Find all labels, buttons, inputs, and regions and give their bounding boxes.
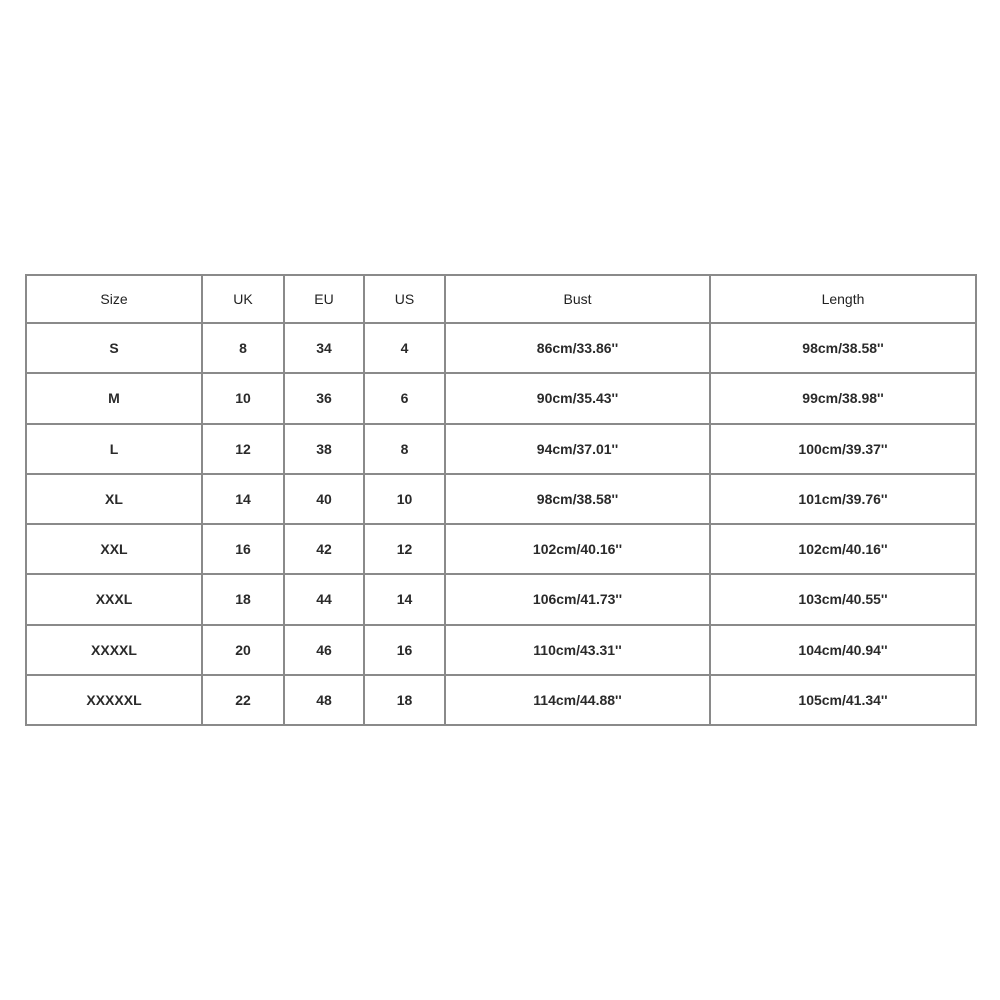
cell-length: 104cm/40.94'' (710, 625, 976, 675)
cell-bust: 106cm/41.73'' (445, 574, 710, 624)
cell-bust: 110cm/43.31'' (445, 625, 710, 675)
cell-length: 98cm/38.58'' (710, 323, 976, 373)
cell-uk: 20 (202, 625, 284, 675)
cell-bust: 90cm/35.43'' (445, 373, 710, 423)
cell-eu: 40 (284, 474, 364, 524)
cell-eu: 36 (284, 373, 364, 423)
cell-us: 6 (364, 373, 445, 423)
cell-bust: 98cm/38.58'' (445, 474, 710, 524)
cell-size: XL (26, 474, 202, 524)
cell-eu: 46 (284, 625, 364, 675)
cell-us: 14 (364, 574, 445, 624)
cell-uk: 8 (202, 323, 284, 373)
table-row (26, 474, 976, 524)
cell-eu: 38 (284, 424, 364, 474)
cell-bust: 114cm/44.88'' (445, 675, 710, 725)
cell-size: L (26, 424, 202, 474)
cell-size: XXL (26, 524, 202, 574)
size-chart-table (25, 274, 977, 726)
cell-uk: 12 (202, 424, 284, 474)
cell-us: 8 (364, 424, 445, 474)
cell-length: 102cm/40.16'' (710, 524, 976, 574)
cell-size: M (26, 373, 202, 423)
cell-length: 99cm/38.98'' (710, 373, 976, 423)
cell-size: XXXXXL (26, 675, 202, 725)
cell-us: 10 (364, 474, 445, 524)
cell-us: 4 (364, 323, 445, 373)
table-row (26, 424, 976, 474)
cell-eu: 48 (284, 675, 364, 725)
cell-bust: 94cm/37.01'' (445, 424, 710, 474)
header-row (26, 275, 976, 323)
cell-size: S (26, 323, 202, 373)
cell-length: 105cm/41.34'' (710, 675, 976, 725)
table-row (26, 373, 976, 423)
table-row (26, 625, 976, 675)
table-row (26, 675, 976, 725)
header-eu: EU (284, 275, 364, 323)
cell-length: 100cm/39.37'' (710, 424, 976, 474)
cell-bust: 102cm/40.16'' (445, 524, 710, 574)
cell-uk: 22 (202, 675, 284, 725)
cell-length: 103cm/40.55'' (710, 574, 976, 624)
header-us: US (364, 275, 445, 323)
table-row (26, 323, 976, 373)
header-bust: Bust (445, 275, 710, 323)
header-uk: UK (202, 275, 284, 323)
cell-eu: 34 (284, 323, 364, 373)
table-row (26, 574, 976, 624)
header-length: Length (710, 275, 976, 323)
cell-length: 101cm/39.76'' (710, 474, 976, 524)
table-row (26, 524, 976, 574)
cell-size: XXXXL (26, 625, 202, 675)
cell-us: 16 (364, 625, 445, 675)
cell-uk: 18 (202, 574, 284, 624)
cell-us: 18 (364, 675, 445, 725)
cell-uk: 14 (202, 474, 284, 524)
cell-uk: 10 (202, 373, 284, 423)
cell-size: XXXL (26, 574, 202, 624)
cell-eu: 42 (284, 524, 364, 574)
cell-eu: 44 (284, 574, 364, 624)
header-size: Size (26, 275, 202, 323)
cell-us: 12 (364, 524, 445, 574)
cell-bust: 86cm/33.86'' (445, 323, 710, 373)
cell-uk: 16 (202, 524, 284, 574)
